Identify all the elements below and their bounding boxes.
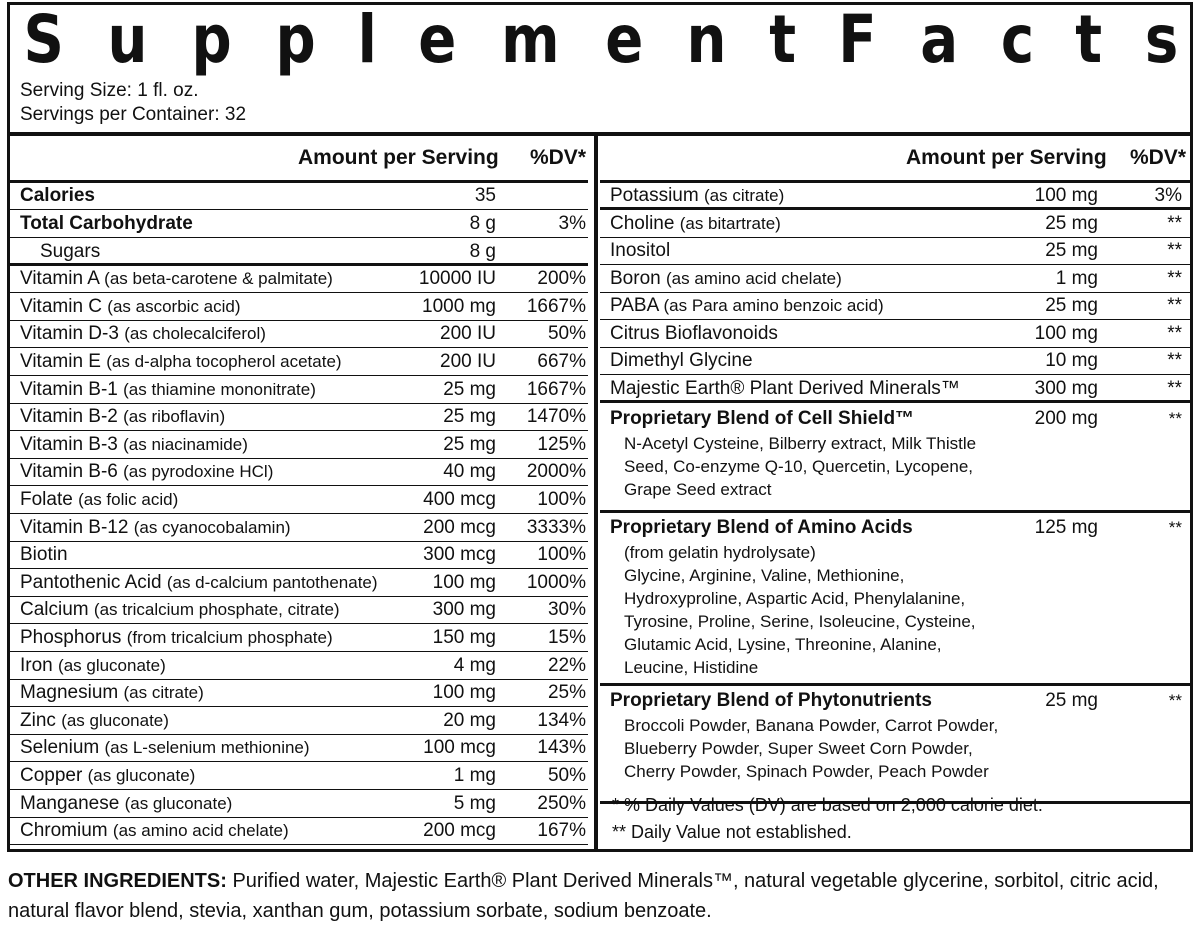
nutrient-row bbox=[10, 570, 588, 597]
left-amount-header: Amount per Serving bbox=[298, 146, 499, 169]
nutrient-row bbox=[10, 735, 588, 762]
title-letter: S bbox=[23, 1, 64, 78]
nutrient-dv: 200% bbox=[537, 268, 586, 290]
nutrient-dv: ** bbox=[1167, 322, 1182, 344]
nutrient-source: (from tricalcium phosphate) bbox=[126, 628, 333, 647]
nutrient-dv: 2000% bbox=[526, 461, 586, 483]
blend-amount: 25 mg bbox=[1045, 690, 1098, 711]
nutrient-row bbox=[10, 763, 588, 790]
nutrient-name-cell bbox=[20, 570, 378, 596]
right-column bbox=[600, 136, 1190, 852]
nutrient-name-cell bbox=[40, 239, 100, 265]
footnote-not-established: ** Daily Value not established. bbox=[612, 822, 852, 842]
nutrient-source: (as beta-carotene & palmitate) bbox=[104, 269, 333, 289]
nutrient-name: Vitamin D-3 bbox=[20, 323, 119, 345]
title-letter: e bbox=[604, 1, 643, 78]
nutrient-row bbox=[600, 183, 1190, 210]
nutrient-name: Zinc bbox=[20, 709, 56, 731]
blend-ingredient-line: Glutamic Acid, Lysine, Threonine, Alanine, bbox=[624, 635, 942, 654]
other-ingredients-label: OTHER INGREDIENTS: bbox=[8, 870, 227, 892]
blend-dv: ** bbox=[1168, 691, 1182, 710]
nutrient-name: Boron bbox=[610, 267, 661, 289]
nutrient-name: Majestic Earth® Plant Derived Minerals™ bbox=[610, 377, 960, 399]
blend-dv: ** bbox=[1168, 518, 1182, 537]
nutrient-dv: 1000% bbox=[526, 571, 586, 593]
nutrient-source: (as Para amino benzoic acid) bbox=[663, 296, 884, 315]
nutrient-source: (as cyanocobalamin) bbox=[133, 517, 291, 537]
nutrient-amount: 100 mcg bbox=[423, 737, 496, 759]
title-letter: l bbox=[357, 1, 376, 78]
nutrient-amount: 25 mg bbox=[443, 433, 496, 455]
nutrient-dv: ** bbox=[1167, 377, 1182, 399]
nutrient-row bbox=[10, 321, 588, 348]
nutrient-name: Phosphorus bbox=[20, 627, 122, 648]
nutrient-source: (as gluconate) bbox=[87, 766, 196, 785]
nutrient-source: (as folic acid) bbox=[78, 490, 179, 509]
nutrient-dv: 3333% bbox=[526, 516, 586, 538]
nutrient-name-cell bbox=[20, 487, 178, 513]
nutrient-row bbox=[10, 791, 588, 818]
column-divider bbox=[594, 132, 598, 852]
nutrient-name: Selenium bbox=[20, 737, 100, 759]
nutrient-amount: 20 mg bbox=[443, 709, 496, 731]
footnote-dv: * % Daily Values (DV) are based on 2,000 calorie diet. bbox=[612, 795, 1043, 815]
blend-ingredient-line: Broccoli Powder, Banana Powder, Carrot Powder, bbox=[624, 716, 999, 735]
nutrient-dv: 100% bbox=[537, 544, 586, 566]
nutrient-name-cell bbox=[20, 294, 241, 320]
nutrient-amount: 8 g bbox=[469, 213, 496, 234]
nutrient-source: (as gluconate) bbox=[61, 710, 169, 730]
nutrient-amount: 25 mg bbox=[1045, 240, 1098, 261]
blend-ingredient-line: Blueberry Powder, Super Sweet Corn Powder, bbox=[624, 739, 973, 758]
nutrient-name: Calories bbox=[20, 185, 95, 206]
blend-dv: ** bbox=[1168, 409, 1182, 428]
nutrient-amount: 200 IU bbox=[440, 323, 496, 345]
title-letter: p bbox=[191, 1, 231, 78]
blend-ingredient-line: Seed, Co-enzyme Q-10, Quercetin, Lycopene, bbox=[624, 457, 973, 476]
nutrient-name-cell bbox=[20, 763, 195, 789]
nutrient-name-cell bbox=[20, 432, 248, 458]
nutrient-row bbox=[600, 211, 1190, 238]
nutrient-name-cell bbox=[20, 680, 204, 706]
title-letter: c bbox=[1000, 1, 1033, 78]
nutrient-source: (as riboflavin) bbox=[123, 407, 226, 427]
nutrient-amount: 200 mcg bbox=[423, 820, 496, 842]
nutrient-amount: 1 mg bbox=[453, 765, 496, 786]
nutrient-row bbox=[10, 404, 588, 431]
blend-title: Proprietary Blend of Amino Acids bbox=[610, 517, 913, 538]
nutrient-name: Chromium bbox=[20, 820, 108, 842]
nutrient-dv: ** bbox=[1167, 295, 1182, 316]
nutrient-name: Sugars bbox=[40, 240, 101, 262]
nutrient-amount: 25 mg bbox=[1045, 212, 1098, 234]
nutrient-dv: ** bbox=[1167, 240, 1182, 261]
nutrient-dv: 25% bbox=[547, 682, 586, 704]
servings-per-container: Servings per Container: 32 bbox=[20, 104, 247, 125]
title-letter: p bbox=[275, 1, 315, 78]
nutrient-dv: 30% bbox=[547, 599, 586, 621]
nutrient-name-cell bbox=[20, 321, 266, 347]
nutrient-amount: 100 mg bbox=[432, 571, 496, 593]
nutrient-name-cell bbox=[610, 183, 784, 209]
title-letter: F bbox=[838, 1, 876, 78]
nutrient-dv: 134% bbox=[537, 709, 586, 731]
title-letter: e bbox=[418, 1, 456, 78]
nutrient-source: (as ascorbic acid) bbox=[107, 296, 241, 316]
title-letter: t bbox=[1075, 1, 1102, 78]
nutrient-row bbox=[10, 377, 588, 404]
nutrient-dv: 143% bbox=[537, 737, 586, 759]
nutrient-dv: 50% bbox=[547, 765, 586, 786]
nutrient-name-cell bbox=[20, 515, 291, 541]
nutrient-name-cell bbox=[20, 377, 316, 403]
nutrient-name: Vitamin E bbox=[20, 351, 101, 372]
left-dv-header: %DV* bbox=[529, 146, 586, 169]
nutrient-name: Vitamin B-2 bbox=[20, 406, 118, 428]
nutrient-dv: 22% bbox=[547, 654, 586, 676]
nutrient-name-cell bbox=[20, 542, 68, 568]
nutrient-amount: 100 mg bbox=[1034, 185, 1098, 206]
nutrient-source: (as thiamine mononitrate) bbox=[123, 379, 316, 399]
nutrient-amount: 300 mg bbox=[1034, 377, 1098, 399]
nutrient-source: (as bitartrate) bbox=[679, 213, 781, 233]
nutrient-dv: ** bbox=[1167, 267, 1182, 289]
nutrient-source: (as citrate) bbox=[703, 186, 785, 205]
blend-ingredient-line: Leucine, Histidine bbox=[624, 658, 759, 677]
nutrient-dv: 50% bbox=[547, 323, 586, 345]
nutrient-row bbox=[10, 183, 588, 210]
nutrient-source: (as gluconate) bbox=[124, 793, 233, 813]
nutrient-amount: 1 mg bbox=[1055, 267, 1098, 289]
nutrient-row bbox=[10, 459, 588, 486]
nutrient-amount: 35 bbox=[474, 185, 496, 206]
nutrient-source: (as tricalcium phosphate, citrate) bbox=[93, 600, 340, 620]
nutrient-dv: ** bbox=[1167, 350, 1182, 371]
nutrient-name: Potassium bbox=[610, 185, 699, 206]
nutrient-name-cell bbox=[20, 183, 95, 209]
nutrient-amount: 400 mcg bbox=[423, 489, 496, 510]
nutrient-name: Total Carbohydrate bbox=[20, 213, 193, 234]
nutrient-name: Manganese bbox=[20, 792, 120, 814]
blend-ingredient-line: Glycine, Arginine, Valine, Methionine, bbox=[624, 566, 905, 585]
nutrient-dv: 15% bbox=[547, 627, 586, 648]
nutrient-row bbox=[600, 266, 1190, 293]
nutrient-dv: 125% bbox=[537, 433, 586, 455]
nutrient-amount: 300 mg bbox=[432, 599, 496, 621]
nutrient-name: Vitamin B-3 bbox=[20, 433, 118, 455]
nutrient-dv: 1667% bbox=[526, 378, 586, 400]
nutrient-row bbox=[10, 432, 588, 459]
nutrient-name-cell bbox=[20, 459, 273, 485]
nutrient-name: PABA bbox=[610, 295, 659, 316]
other-ingredients-text: Purified water, Majestic Earth® Plant Derived Minerals™, natural vegetable glycerine, sorbitol, citric acid, natural flavor blend, stevia, xanthan gum, potassium sorbate, sodium benzoate. bbox=[8, 870, 1159, 922]
blend-ingredient-line: Hydroxyproline, Aspartic Acid, Phenylalanine, bbox=[624, 589, 966, 608]
nutrient-dv: 1470% bbox=[526, 406, 586, 428]
nutrient-source: (as L-selenium methionine) bbox=[104, 738, 310, 758]
nutrient-row bbox=[10, 680, 588, 707]
nutrient-amount: 40 mg bbox=[443, 461, 496, 483]
right-amount-header: Amount per Serving bbox=[906, 146, 1107, 169]
nutrient-row bbox=[10, 487, 588, 514]
nutrient-name: Iron bbox=[20, 654, 53, 676]
nutrient-row bbox=[10, 211, 588, 238]
nutrient-name-cell bbox=[20, 708, 169, 734]
nutrient-name-cell bbox=[610, 266, 842, 292]
title-letter: m bbox=[501, 1, 559, 78]
proprietary-blend bbox=[600, 405, 1190, 513]
nutrient-amount: 300 mcg bbox=[423, 544, 496, 566]
nutrient-row bbox=[600, 238, 1190, 265]
nutrient-source: (as pyrodoxine HCl) bbox=[123, 462, 274, 482]
nutrient-row bbox=[10, 542, 588, 569]
proprietary-blend bbox=[600, 514, 1190, 686]
nutrient-name-cell bbox=[610, 211, 781, 237]
nutrient-name-cell bbox=[610, 238, 670, 264]
nutrient-name-cell bbox=[20, 653, 166, 679]
blend-amount: 125 mg bbox=[1034, 517, 1098, 538]
nutrient-amount: 150 mg bbox=[432, 627, 496, 648]
nutrient-source: (as gluconate) bbox=[58, 655, 166, 675]
other-ingredients bbox=[8, 866, 1198, 926]
title-letter: s bbox=[1144, 1, 1178, 78]
nutrient-row bbox=[10, 818, 588, 845]
blend-ingredient-line: Tyrosine, Proline, Serine, Isoleucine, Cysteine, bbox=[624, 612, 976, 631]
right-dv-header: %DV* bbox=[1129, 146, 1186, 169]
nutrient-amount: 200 mcg bbox=[423, 516, 496, 538]
nutrient-name-cell bbox=[20, 735, 310, 761]
nutrient-name: Dimethyl Glycine bbox=[610, 350, 753, 371]
nutrient-name-cell bbox=[20, 791, 232, 817]
nutrient-name: Biotin bbox=[20, 544, 68, 566]
nutrient-amount: 100 mg bbox=[1034, 322, 1098, 344]
nutrient-name: Vitamin B-12 bbox=[20, 516, 129, 538]
nutrient-name-cell bbox=[20, 404, 225, 430]
title-letter: u bbox=[107, 1, 147, 78]
supplement-facts-title bbox=[20, 1, 1180, 78]
blend-ingredient-line: (from gelatin hydrolysate) bbox=[624, 543, 816, 562]
nutrient-source: (as amino acid chelate) bbox=[112, 821, 289, 841]
nutrient-dv: 3% bbox=[558, 213, 586, 234]
left-column bbox=[10, 136, 588, 852]
nutrient-row bbox=[600, 348, 1190, 375]
nutrient-row bbox=[10, 239, 588, 266]
nutrient-name-cell bbox=[20, 211, 193, 237]
nutrient-amount: 4 mg bbox=[453, 654, 496, 676]
nutrient-row bbox=[600, 321, 1190, 348]
nutrient-amount: 25 mg bbox=[443, 406, 496, 428]
blend-amount: 200 mg bbox=[1034, 408, 1098, 429]
blend-title: Proprietary Blend of Phytonutrients bbox=[610, 690, 932, 711]
nutrient-amount: 200 IU bbox=[440, 351, 496, 372]
nutrient-name: Calcium bbox=[20, 599, 89, 621]
nutrient-name-cell bbox=[610, 321, 778, 347]
title-letter: t bbox=[768, 1, 795, 78]
nutrient-name-cell bbox=[610, 376, 960, 402]
nutrient-dv: 250% bbox=[537, 792, 586, 814]
nutrient-source: (as d-alpha tocopherol acetate) bbox=[106, 352, 342, 371]
nutrient-name-cell bbox=[610, 293, 884, 319]
nutrient-name: Citrus Bioflavonoids bbox=[610, 322, 778, 344]
nutrient-amount: 25 mg bbox=[443, 378, 496, 400]
nutrient-name: Inositol bbox=[610, 240, 671, 261]
nutrient-dv: 167% bbox=[537, 820, 586, 842]
nutrient-name-cell bbox=[20, 349, 342, 375]
nutrient-row bbox=[10, 294, 588, 321]
nutrient-source: (as citrate) bbox=[123, 683, 204, 703]
nutrient-row bbox=[10, 515, 588, 542]
nutrient-amount: 100 mg bbox=[432, 682, 496, 704]
nutrient-name-cell bbox=[20, 625, 333, 651]
nutrient-name: Vitamin B-6 bbox=[20, 461, 118, 483]
blend-ingredient-line: N-Acetyl Cysteine, Bilberry extract, Milk Thistle bbox=[624, 434, 977, 453]
nutrient-amount: 1000 mg bbox=[422, 295, 496, 317]
blend-ingredient-line: Cherry Powder, Spinach Powder, Peach Powder bbox=[624, 762, 989, 781]
nutrient-source: (as niacinamide) bbox=[123, 434, 248, 454]
nutrient-dv: 100% bbox=[537, 489, 586, 510]
nutrient-name: Pantothenic Acid bbox=[20, 571, 162, 593]
nutrient-name: Vitamin C bbox=[20, 295, 103, 317]
nutrient-dv: 3% bbox=[1154, 185, 1182, 206]
nutrient-name: Folate bbox=[20, 489, 73, 510]
blend-ingredient-line: Grape Seed extract bbox=[624, 480, 772, 499]
nutrient-row bbox=[10, 625, 588, 652]
nutrient-dv: 667% bbox=[537, 351, 586, 372]
proprietary-blend bbox=[600, 687, 1190, 804]
nutrient-name: Vitamin A bbox=[20, 268, 99, 290]
nutrient-dv: 1667% bbox=[526, 295, 586, 317]
nutrient-row bbox=[10, 266, 588, 293]
nutrient-row bbox=[600, 293, 1190, 320]
nutrient-amount: 25 mg bbox=[1045, 295, 1098, 316]
nutrient-source: (as cholecalciferol) bbox=[124, 324, 266, 344]
nutrient-row bbox=[10, 653, 588, 680]
nutrient-row bbox=[10, 597, 588, 624]
nutrient-row bbox=[10, 349, 588, 376]
nutrient-name-cell bbox=[20, 266, 333, 292]
nutrient-name: Vitamin B-1 bbox=[20, 378, 118, 400]
nutrient-row bbox=[10, 708, 588, 735]
nutrient-dv: ** bbox=[1167, 212, 1182, 234]
nutrient-name: Choline bbox=[610, 212, 675, 234]
nutrient-amount: 5 mg bbox=[453, 792, 496, 814]
nutrient-source: (as d-calcium pantothenate) bbox=[166, 572, 378, 592]
nutrient-row bbox=[600, 376, 1190, 403]
serving-size: Serving Size: 1 fl. oz. bbox=[20, 80, 199, 101]
title-letter: n bbox=[686, 1, 726, 78]
blend-title: Proprietary Blend of Cell Shield™ bbox=[610, 408, 915, 429]
nutrient-amount: 10000 IU bbox=[418, 268, 496, 290]
nutrient-name: Magnesium bbox=[20, 682, 119, 704]
title-letter: a bbox=[919, 1, 957, 78]
nutrient-name-cell bbox=[20, 597, 340, 623]
nutrient-amount: 8 g bbox=[469, 240, 496, 262]
nutrient-name: Copper bbox=[20, 765, 83, 786]
nutrient-name-cell bbox=[610, 348, 753, 374]
nutrient-amount: 10 mg bbox=[1045, 350, 1098, 371]
nutrient-source: (as amino acid chelate) bbox=[665, 268, 842, 288]
nutrient-name-cell bbox=[20, 818, 289, 844]
